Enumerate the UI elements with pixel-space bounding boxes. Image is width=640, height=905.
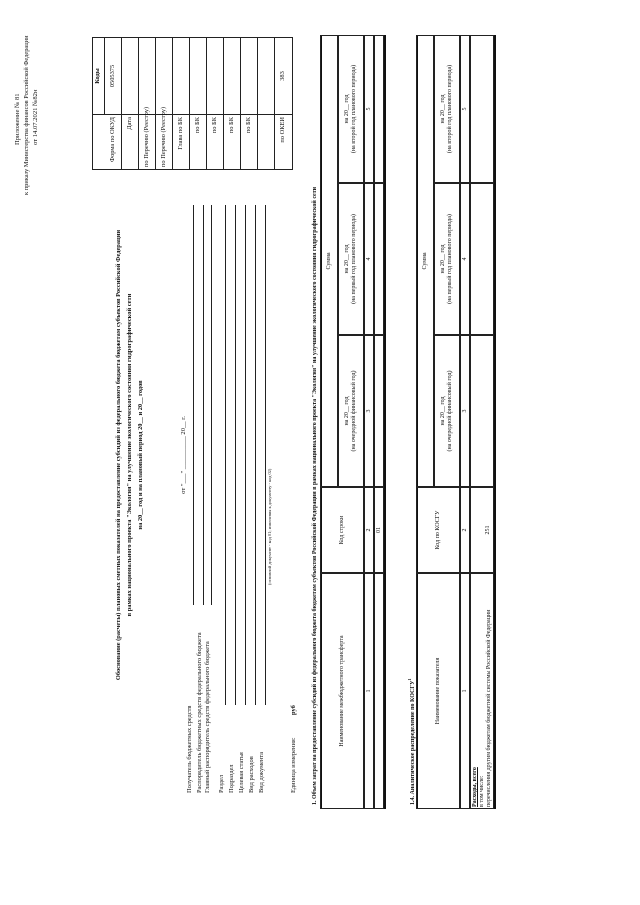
code-label: по ОКЕИ (279, 117, 286, 143)
unit-label: Единица измерения: (290, 737, 297, 793)
section14-title: 1.4. Аналитическое распределение по КОСГУ$^1$ (407, 678, 416, 805)
code-value: 383 (279, 71, 286, 81)
code-label: по Перечню (Реестру) (143, 106, 150, 167)
header-sum: Сумма (416, 35, 434, 487)
header-year-2: на 20__ год (на первый год планового периода) (338, 183, 364, 335)
table-row-value[interactable] (374, 183, 384, 335)
column-number: 1 (364, 573, 374, 809)
section1-title: 1. Объем затрат на предоставление субсидий из федерального бюджета бюджетам субъектов Российской Федерации в рамках национального проекта "Экология" на улучшение экологического состояния гидрографической сети (312, 186, 318, 805)
code-label: по Перечню (Реестру) (160, 106, 167, 167)
column-number: 2 (364, 487, 374, 573)
order-reference: к приказу Министерства финансов Российской Федерации (23, 35, 30, 195)
header-year-1: на 20__ год (на очередной финансовый год) (434, 335, 460, 487)
code-label: по БК (194, 117, 201, 134)
field-underline (235, 205, 236, 705)
field-label: Вид документа (258, 751, 265, 793)
field-label: Распорядитель бюджетных средств федерального бюджета (196, 632, 203, 793)
table-row-value[interactable] (470, 183, 494, 335)
field-underline (211, 205, 212, 605)
doc-type-note: (основной документ - код 01; изменения к документу - код 02) (267, 468, 272, 585)
header-year-2: на 20__ год (на первый год планового периода) (434, 183, 460, 335)
field-underline (193, 205, 194, 605)
form-title-line2: в рамках национального проекта "Экология" на улучшение экологического состояния гидрографической сети (126, 293, 133, 617)
code-label: Глава по БК (177, 117, 184, 150)
column-number: 3 (460, 335, 470, 487)
table-row-code: 01 (374, 487, 384, 573)
field-underline (265, 205, 266, 705)
table-row-name: Расходы, всего в том числе: перечисления другим бюджетам бюджетной системы Российской Федерации (470, 573, 494, 809)
form-title-line3: на 20__ год и на плановый период 20__ и 20__ годов (137, 380, 144, 530)
field-label: Раздел (218, 774, 225, 793)
header-sum: Сумма (320, 35, 338, 487)
column-number: 1 (460, 573, 470, 809)
code-label: по БК (228, 117, 235, 134)
table-row-code: 251 (470, 487, 494, 573)
column-number: 2 (460, 487, 470, 573)
table-row-name (374, 573, 384, 809)
table-row-value[interactable] (374, 35, 384, 183)
header-year-1: на 20__ год (на очередной финансовый год) (338, 335, 364, 487)
code-label: по БК (245, 117, 252, 134)
field-label: Целевая статья (238, 752, 245, 793)
column-number: 5 (364, 35, 374, 183)
code-label: Дата (126, 117, 133, 130)
appendix-number: Приложение № 81 (14, 93, 21, 145)
field-label: Главный распорядитель средств федерального бюджета (204, 641, 211, 793)
unit-value: руб (290, 705, 297, 715)
header-year-3: на 20__ год (на второй год планового периода) (338, 35, 364, 183)
field-underline (255, 205, 256, 705)
form-title: Обоснование (расчеты) плановых сметных показателей на предоставление субсидий из федерального бюджета бюджетам субъектов Российской Федерации (115, 229, 122, 681)
table-row-value[interactable] (470, 335, 494, 487)
form-date: от "___" __________ 20__ г. (180, 416, 187, 494)
codes-header: Коды (94, 68, 101, 84)
column-number: 5 (460, 35, 470, 183)
code-label: по БК (211, 117, 218, 134)
field-underline (245, 205, 246, 705)
field-label: Подраздел (228, 764, 235, 793)
table-row-value[interactable] (374, 335, 384, 487)
column-number: 4 (364, 183, 374, 335)
table-row-value[interactable] (470, 35, 494, 183)
codes-table (92, 37, 293, 170)
header-year-3: на 20__ год (на второй год планового периода) (434, 35, 460, 183)
column-number: 4 (460, 183, 470, 335)
field-underline (203, 205, 204, 605)
header-name: Наименование показателя (416, 573, 460, 809)
order-date: от 14.07.2021 №82н (32, 89, 39, 145)
code-label: Форма по ОКУД (109, 117, 116, 162)
field-label: Вид расходов (248, 756, 255, 793)
header-code: Код по КОСГУ (416, 487, 460, 573)
header-code: Код строки (320, 487, 364, 573)
field-label: Получатель бюджетных средств (186, 705, 193, 793)
field-underline (225, 205, 226, 705)
header-name: Наименование межбюджетного трансферта (320, 573, 364, 809)
code-value: 0505375 (109, 64, 116, 88)
column-number: 3 (364, 335, 374, 487)
